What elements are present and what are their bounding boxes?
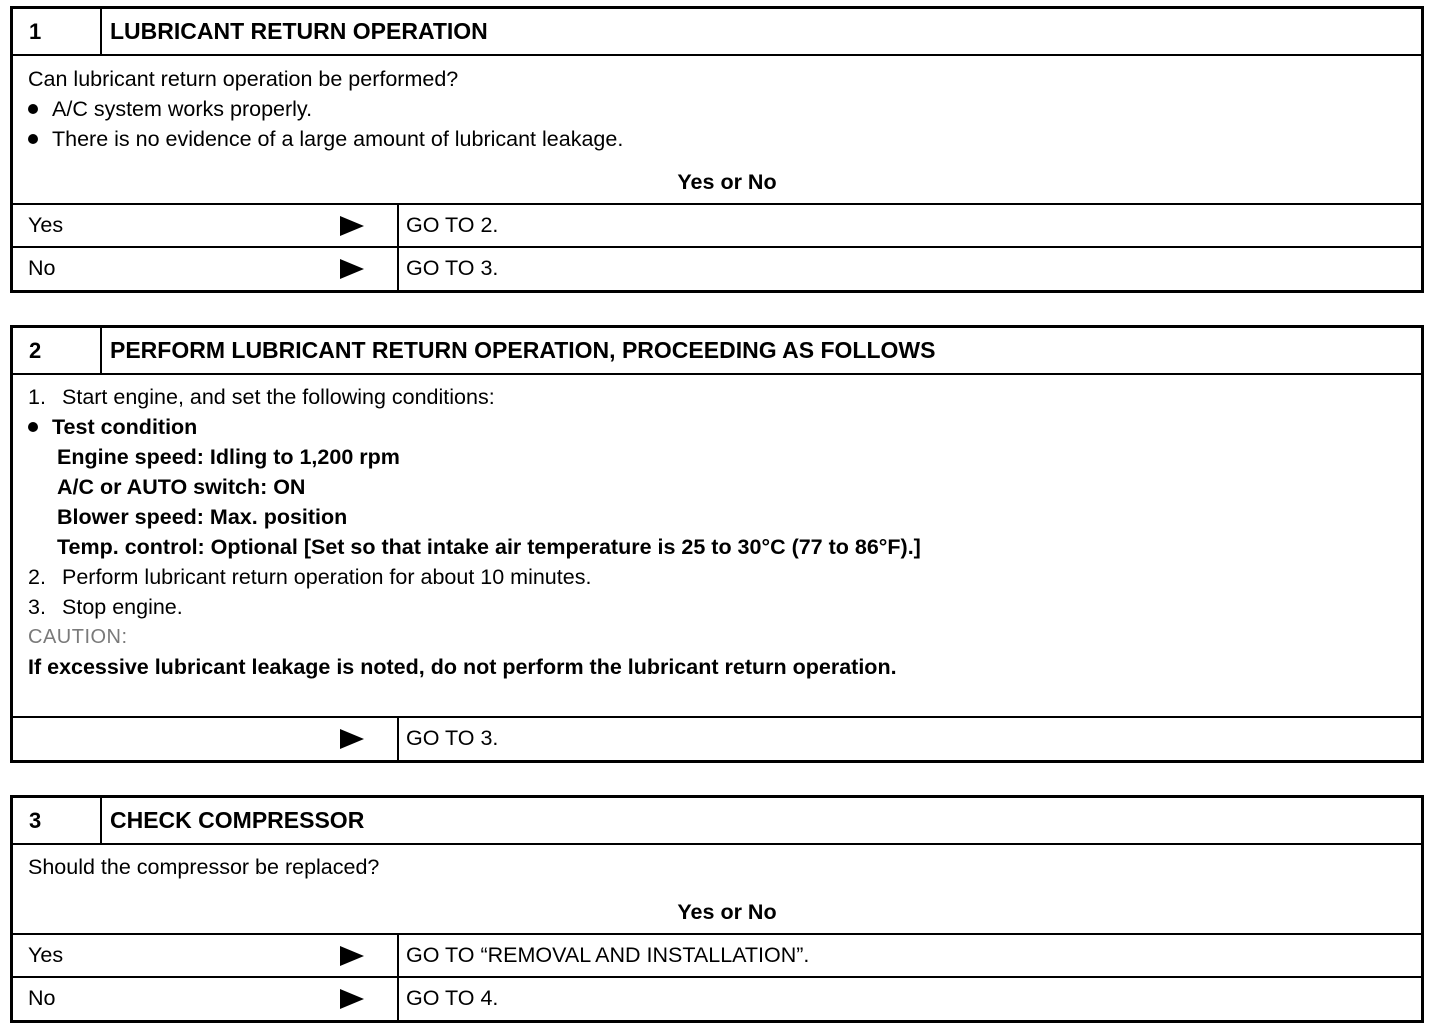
step-1-block [10, 6, 1424, 293]
step-title: CHECK COMPRESSOR [110, 807, 365, 833]
step-header [13, 9, 1421, 56]
answer-label: Yes [28, 943, 64, 967]
yes-or-no-prompt: Yes or No [677, 900, 777, 924]
item-text: Perform lubricant return operation for about 10 minutes. [62, 565, 592, 589]
item-number: 3. [28, 595, 46, 619]
goto-action[interactable]: GO TO 3. [406, 256, 499, 280]
goto-action[interactable]: GO TO 4. [406, 986, 499, 1010]
item-number: 1. [28, 385, 46, 409]
answer-row-next[interactable] [13, 716, 1421, 762]
step-question: Can lubricant return operation be performed? [28, 67, 459, 91]
answer-row-no[interactable] [13, 976, 1421, 1022]
column-divider [397, 978, 399, 1022]
step-number: 3 [13, 798, 102, 843]
column-divider [397, 718, 399, 762]
answer-label: Yes [28, 213, 64, 237]
right-arrow-icon [340, 989, 364, 1009]
condition-line: Temp. control: Optional [Set so that intake air temperature is 25 to 30°C (77 to 86°F).] [57, 535, 921, 559]
caution-label: CAUTION: [28, 626, 128, 648]
step-question: Should the compressor be replaced? [28, 855, 380, 879]
goto-action[interactable]: GO TO 3. [406, 726, 499, 750]
step-number: 1 [13, 9, 102, 54]
yes-or-no-prompt: Yes or No [677, 170, 777, 194]
step-3-block [10, 795, 1424, 1023]
test-condition-heading: Test condition [13, 412, 1421, 442]
step-header [13, 328, 1421, 375]
condition-line: Blower speed: Max. position [57, 505, 348, 529]
column-divider [397, 248, 399, 292]
answer-label: No [28, 986, 56, 1010]
step-header [13, 798, 1421, 845]
bullet-item: There is no evidence of a large amount of lubricant leakage. [13, 124, 1421, 154]
item-text: Stop engine. [62, 595, 183, 619]
item-number: 2. [28, 565, 46, 589]
right-arrow-icon [340, 946, 364, 966]
condition-line: A/C or AUTO switch: ON [57, 475, 306, 499]
item-text: Start engine, and set the following conditions: [62, 385, 495, 409]
numbered-item [13, 562, 1421, 592]
caution-text: If excessive lubricant leakage is noted, do not perform the lubricant return operation. [28, 655, 897, 679]
bullet-item: A/C system works properly. [13, 94, 1421, 124]
step-title: LUBRICANT RETURN OPERATION [110, 18, 488, 44]
step-number: 2 [13, 328, 102, 373]
answer-label: No [28, 256, 56, 280]
condition-line: Engine speed: Idling to 1,200 rpm [57, 445, 400, 469]
answer-row-yes[interactable] [13, 203, 1421, 246]
numbered-item [13, 592, 1421, 622]
goto-action[interactable]: GO TO 2. [406, 213, 499, 237]
right-arrow-icon [340, 729, 364, 749]
step-title: PERFORM LUBRICANT RETURN OPERATION, PROCEEDING AS FOLLOWS [110, 337, 936, 363]
numbered-item [13, 382, 1421, 412]
step-2-block [10, 325, 1424, 763]
column-divider [397, 935, 399, 976]
goto-action[interactable]: GO TO “REMOVAL AND INSTALLATION”. [406, 943, 810, 967]
column-divider [397, 205, 399, 246]
right-arrow-icon [340, 216, 364, 236]
answer-row-yes[interactable] [13, 933, 1421, 976]
right-arrow-icon [340, 259, 364, 279]
answer-row-no[interactable] [13, 246, 1421, 292]
